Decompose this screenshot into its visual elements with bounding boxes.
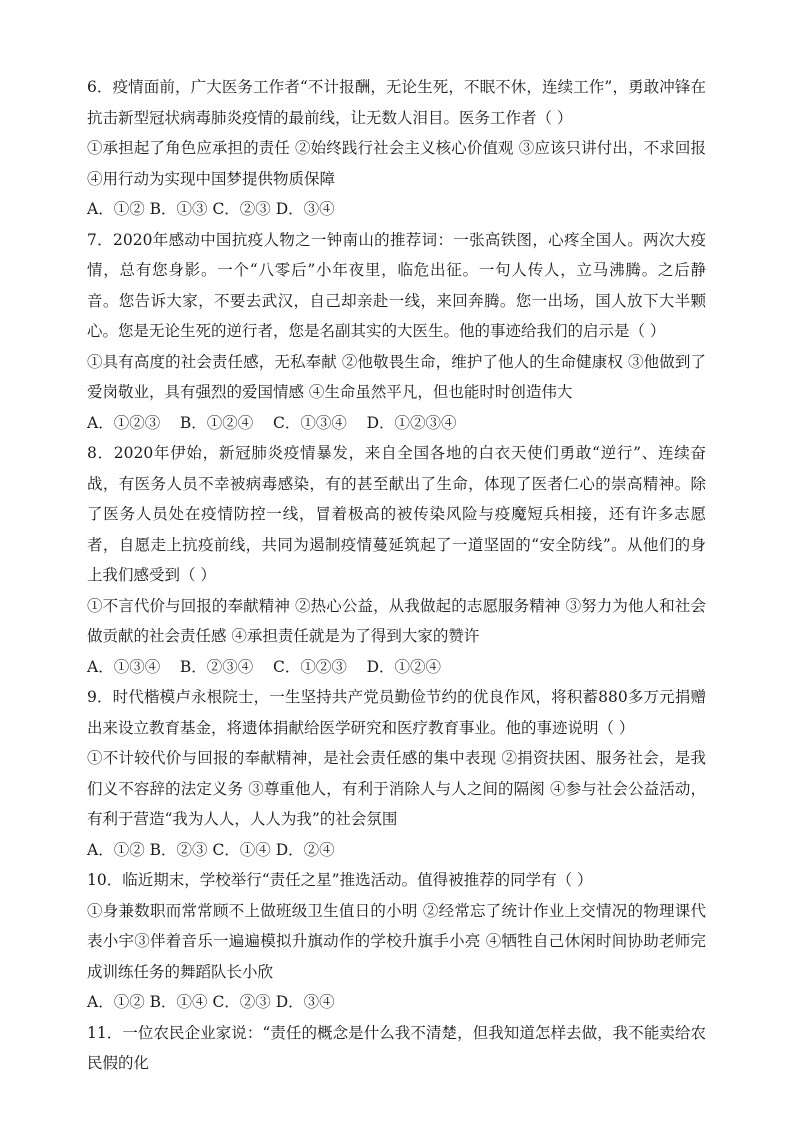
answer-options: A．①③④ B．②③④ C．①②③ D．①②④	[87, 657, 441, 676]
question-statements: ①不言代价与回报的奉献精神 ②热心公益，从我做起的志愿服务精神 ③努力为他人和社会做贡献的社会责任感 ④承担责任就是为了得到大家的赞许	[87, 596, 706, 645]
question-10	[87, 865, 706, 1018]
question-stem: 10．临近期末，学校举行“责任之星”推选活动。值得被推荐的同学有（ ）	[87, 871, 593, 889]
question-statements: ①承担起了角色应承担的责任 ②始终践行社会主义核心价值观 ③应该只讲付出，不求回报 ④用行动为实现中国梦提供物质保障	[87, 139, 706, 188]
question-stem: 9．时代楷模卢永根院士，一生坚持共产党员勤俭节约的优良作风，将积蓄880多万元捐赠出来设立教育基金，将遗体捐献给医学研究和医疗教育事业。他的事迹说明（ ）	[87, 688, 706, 737]
question-statements: ①具有高度的社会责任感，无私奉献 ②他敬畏生命，维护了他人的生命健康权 ③他做到了爱岗敬业，具有强烈的爱国情感 ④生命虽然平凡，但也能时时创造伟大	[87, 352, 706, 401]
question-9	[87, 682, 706, 865]
answer-options: A．①②③ B．①②④ C．①③④ D．①②③④	[87, 413, 457, 432]
answer-options: A．①② B．①④ C．②③ D．③④	[87, 993, 335, 1011]
question-stem: 6．疫情面前，广大医务工作者“不计报酬，无论生死，不眠不休，连续工作”，勇敢冲锋在抗击新型冠状病毒肺炎疫情的最前线，让无数人泪目。医务工作者（ ）	[87, 78, 706, 127]
answer-options: A．①② B．①③ C．②③ D．③④	[87, 200, 335, 218]
question-stem: 11．一位农民企业家说：“责任的概念是什么我不清楚，但我知道怎样去做，我不能卖给农民假的化	[87, 1023, 706, 1072]
question-statements: ①不计较代价与回报的奉献精神，是社会责任感的集中表现 ②捐资扶困、服务社会，是我们义不容辞的法定义务 ③尊重他人，有利于消除人与人之间的隔阂 ④参与社会公益活动，有利于营造“我为人人，人人为我”的社会氛围	[87, 749, 706, 828]
question-stem: 7．2020年感动中国抗疫人物之一钟南山的推荐词：一张高铁图，心疼全国人。两次大疫情，总有您身影。一个“八零后”小年夜里，临危出征。一句人传人，立马沸腾。之后静音。您告诉大家，不要去武汉，自己却亲赴一线，来回奔腾。您一出场，国人放下大半颗心。您是无论生死的逆行者，您是名副其实的大医生。他的事迹给我们的启示是（ ）	[87, 230, 706, 340]
question-6	[87, 72, 706, 225]
answer-options: A．①② B．②③ C．①④ D．②④	[87, 840, 335, 859]
question-7	[87, 225, 706, 439]
question-statements: ①身兼数职而常常顾不上做班级卫生值日的小明 ②经常忘了统计作业上交情况的物理课代表小宇③伴着音乐一遍遍模拟升旗动作的学校升旗手小亮 ④牺牲自己休闲时间协助老师完成训练任务的舞蹈队长小欣	[87, 901, 706, 981]
question-stem: 8．2020年伊始，新冠肺炎疫情暴发，来自全国各地的白衣天使们勇敢“逆行”、连续奋战，有医务人员不幸被病毒感染，有的甚至献出了生命，体现了医者仁心的崇高精神。除了医务人员处在疫情防控一线，冒着极高的被传染风险与疫魔短兵相接，还有许多志愿者，自愿走上抗疫前线，共同为遏制疫情蔓延筑起了一道坚固的“安全防线”。从他们的身上我们感受到（ ）	[87, 444, 706, 584]
question-11	[87, 1018, 706, 1079]
question-8	[87, 438, 706, 682]
